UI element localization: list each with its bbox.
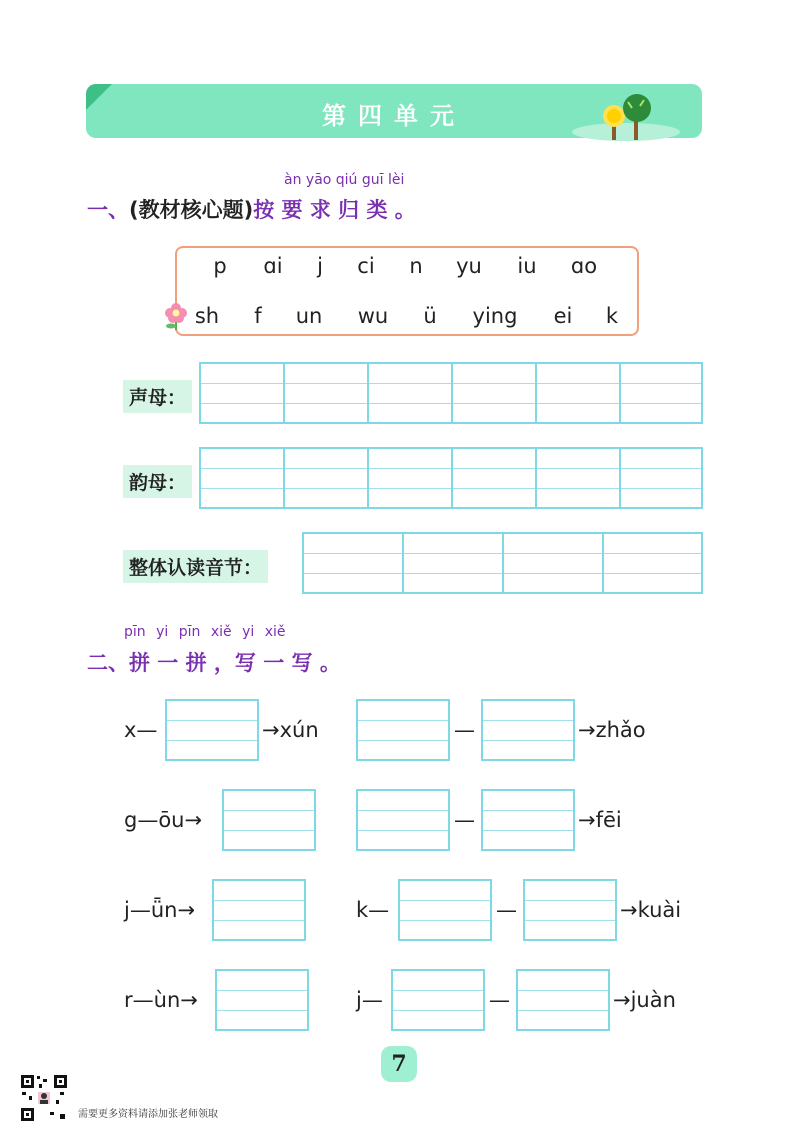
- initials-cell[interactable]: [535, 362, 621, 424]
- finals-cell[interactable]: [199, 447, 285, 509]
- section1-number: 一、: [87, 198, 129, 222]
- whole-syllable-cell[interactable]: [502, 532, 604, 594]
- initials-cell[interactable]: [619, 362, 703, 424]
- section2-number: 二、: [87, 651, 129, 675]
- answer-cell[interactable]: [523, 879, 617, 941]
- letter: n: [409, 254, 423, 278]
- exercise-suffix: →kuài: [620, 898, 682, 922]
- answer-cell[interactable]: [516, 969, 610, 1031]
- exercise-dash: —: [454, 808, 475, 832]
- section1-pinyin: àn yāo qiú guī lèi: [284, 172, 405, 188]
- letter: sh: [194, 304, 220, 328]
- letter: j: [317, 254, 323, 278]
- exercise-suffix: →juàn: [613, 988, 676, 1012]
- section1-title: [87, 194, 416, 224]
- initials-cell[interactable]: [451, 362, 537, 424]
- answer-cell[interactable]: [356, 699, 450, 761]
- label-whole-syllables: 整体认读音节：: [123, 550, 268, 583]
- letter: ci: [357, 254, 375, 278]
- qr-code-icon: [20, 1074, 68, 1122]
- answer-cell[interactable]: [215, 969, 309, 1031]
- answer-cell[interactable]: [212, 879, 306, 941]
- whole-syllable-cell[interactable]: [602, 532, 703, 594]
- exercise-prefix: r—ùn→: [124, 988, 198, 1012]
- answer-cell[interactable]: [222, 789, 316, 851]
- finals-cell[interactable]: [535, 447, 621, 509]
- exercise-dash: —: [454, 718, 475, 742]
- finals-cell[interactable]: [619, 447, 703, 509]
- answer-cell[interactable]: [356, 789, 450, 851]
- letter: p: [213, 254, 227, 278]
- section2-title-main: 拼 一 拼 ，写 一 写 。: [129, 651, 341, 675]
- answer-cell[interactable]: [391, 969, 485, 1031]
- answer-cell[interactable]: [481, 789, 575, 851]
- exercise-prefix: k—: [356, 898, 390, 922]
- label-initials: 声母：: [123, 380, 192, 413]
- footer-note: 需要更多资料请添加张老师领取: [78, 1109, 218, 1120]
- page-number: 7: [381, 1046, 417, 1082]
- whole-syllable-cell[interactable]: [402, 532, 504, 594]
- finals-cell[interactable]: [283, 447, 369, 509]
- whole-syllable-cell[interactable]: [302, 532, 404, 594]
- section1-title-main: 按 要 求 归 类 。: [253, 198, 416, 222]
- letter: ei: [553, 304, 573, 328]
- letter: un: [295, 304, 323, 328]
- initials-cell[interactable]: [199, 362, 285, 424]
- letter: k: [605, 304, 619, 328]
- letter: wu: [357, 304, 389, 328]
- exercise-suffix: →xún: [262, 718, 319, 742]
- finals-cell[interactable]: [367, 447, 453, 509]
- label-finals: 韵母：: [123, 465, 192, 498]
- answer-cell[interactable]: [398, 879, 492, 941]
- section2-pinyin: pīn yi pīn xiě yi xiě: [124, 624, 286, 640]
- exercise-suffix: →zhǎo: [578, 718, 646, 742]
- exercise-prefix: j—ǖn→: [124, 898, 196, 922]
- answer-cell[interactable]: [165, 699, 259, 761]
- section1-tag: (教材核心题): [129, 198, 254, 222]
- answer-cell[interactable]: [481, 699, 575, 761]
- letter: iu: [517, 254, 537, 278]
- exercise-suffix: →fēi: [578, 808, 622, 832]
- initials-cell[interactable]: [367, 362, 453, 424]
- exercise-prefix: j—: [356, 988, 383, 1012]
- unit-title: 第四单元: [322, 102, 466, 130]
- letter: f: [254, 304, 262, 328]
- exercise-prefix: g—ōu→: [124, 808, 203, 832]
- flower-icon: [163, 302, 189, 332]
- exercise-dash: —: [496, 898, 517, 922]
- initials-cell[interactable]: [283, 362, 369, 424]
- finals-cell[interactable]: [451, 447, 537, 509]
- letter: ɑo: [570, 254, 598, 278]
- letter: ying: [472, 304, 518, 328]
- exercise-prefix: x—: [124, 718, 158, 742]
- trees-icon: [568, 94, 680, 142]
- letter: yu: [456, 254, 482, 278]
- exercise-dash: —: [489, 988, 510, 1012]
- letter: ü: [423, 304, 437, 328]
- letter: ɑi: [263, 254, 283, 278]
- section2-title: [87, 647, 341, 677]
